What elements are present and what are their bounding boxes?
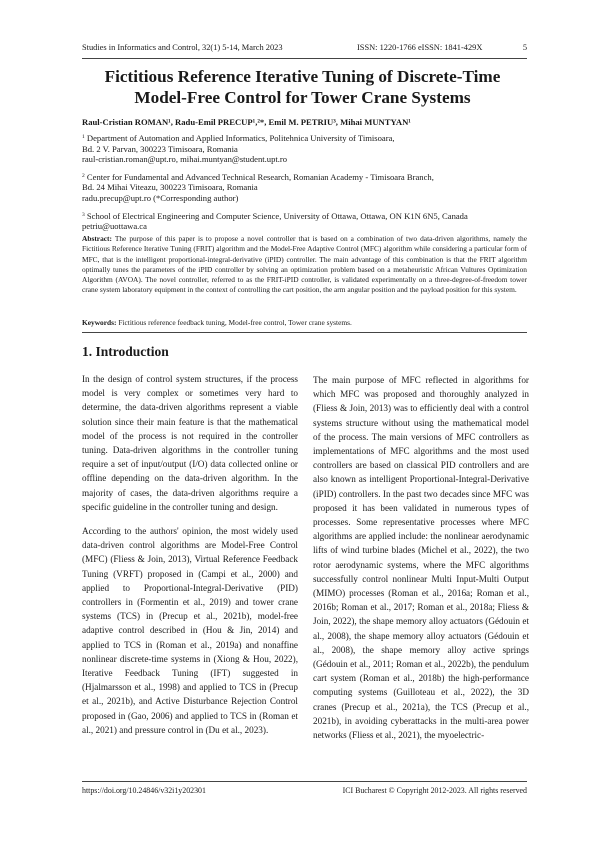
affiliation-line: Bd. 24 Mihai Viteazu, 300223 Timisoara, Romania (82, 182, 258, 193)
section-heading: 1. Introduction (82, 344, 169, 359)
title-line: Model-Free Control for Tower Crane Systems (134, 88, 471, 107)
affiliation-number: 3 (82, 211, 85, 218)
body-paragraph: According to the authors' opinion, the most widely used data-driven control algorithms are Model-Free Control (MFC) (Fliess & Join, 2013), Virtual Reference Feedback Tuning (VRFT) proposed in (Campi et al., 2000) and applied to Proportional-Integral-Derivative (PID) controllers in (Formentin et al., 2019) and tower crane systems (TCS) in (Precup et al., 2021b), model-free adaptive control described in (Hou & Jin, 2014) and applied to TCS in (Roman et al., 2019a) and nonaffine nonlinear discrete-time systems in (Xiong & Hou, 2022), Iterative Feedback Tuning (IFT) suggested in (Hjalmarsson et al., 1998) and applied to TCS in (Precup et al., 2021b), and Active Disturbance Rejection Control proposed in (Gao, 2006) and applied to TCS in (Roman et al., 2021) and pressure control in (Du et al., 2023). (82, 526, 298, 735)
affiliation-2 (82, 171, 527, 204)
title-line: Fictitious Reference Iterative Tuning of Discrete-Time (104, 67, 501, 86)
affiliations (82, 132, 527, 238)
header-rule (82, 58, 527, 59)
affiliation-3 (82, 210, 527, 232)
affiliation-line: Bd. 2 V. Parvan, 300223 Timisoara, Romania (82, 143, 238, 154)
affiliation-number: 2 (82, 172, 85, 179)
affiliation-line: School of Electrical Engineering and Computer Science, University of Ottawa, Ottawa, ON K1N 6N5, Canada (86, 210, 468, 221)
affiliation-email: raul-cristian.roman@upt.ro, mihai.muntyan@student.upt.ro (82, 154, 288, 165)
abstract-text: The purpose of this paper is to propose a novel controller that is based on a combination of two data-driven algorithms, namely the Fictitious Reference Iterative Tuning (FRIT) algorithm and the Model-Free Adaptive Control (MFC) algorithm while considering a particular form of MFC, that is the intelligent proportional-integral-derivative (iPID) controller. The main advantage of this combination is that the FRIT algorithm optimally tunes the parameters of the iPID controller by solving an optimization problem based on a metaheuristic African Vultures Optimization Algorithm (AVOA). The novel controller, referred to as the FRIT-iPID controller, is validated experimentally on a three-degree-of-freedom tower crane system laboratory equipment in the context of controlling the cart position, the arm angular position and the payload position for this system. (82, 234, 527, 295)
keywords (82, 318, 527, 327)
left-column (82, 372, 298, 747)
affiliation-1 (82, 132, 527, 165)
page-footer (82, 786, 527, 798)
abstract-label: Abstract: (82, 234, 112, 243)
body-paragraph: In the design of control system structures, if the process model is very complex or sometimes very hard to determine, the data-driven algorithms represent a viable solution since their main feature is that the mathematical model of the process is not required in the controller tuning. Data-driven algorithms in the controller tuning require a set of input/output (I/O) data collected online or offline depending on the data-driven algorithm. In the majority of cases, the data-driven algorithms require a specific guideline in the controller tuning and design. (82, 374, 298, 512)
abstract (82, 234, 527, 296)
right-column (313, 373, 529, 752)
keywords-label: Keywords: (82, 318, 117, 327)
footer-rule (82, 781, 527, 782)
journal-citation: Studies in Informatics and Control, 32(1) 5-14, March 2023 (82, 43, 283, 52)
keywords-text: Fictitious reference feedback tuning, Model-free control, Tower crane systems. (118, 318, 352, 327)
affiliation-number: 1 (82, 134, 85, 140)
doi-link[interactable]: https://doi.org/10.24846/v32i1y202301 (82, 786, 206, 795)
abstract-rule (82, 332, 527, 333)
author-list: Raul-Cristian ROMAN¹, Radu-Emil PRECUP¹,²*, Emil M. PETRIU³, Mihai MUNTYAN¹ (82, 117, 411, 127)
paper-title (70, 66, 535, 108)
issn: ISSN: 1220-1766 eISSN: 1841-429X (357, 43, 483, 52)
copyright-notice: ICI Bucharest © Copyright 2012-2023. All rights reserved (342, 786, 527, 795)
body-paragraph: The main purpose of MFC reflected in algorithms for which MFC was proposed and thoroughly analyzed in (Fliess & Join, 2013) was to efficiently deal with a control systems structure without using the mathematical model of the process. The main versions of MFC controllers as implementations of MFC algorithms and the most used controllers are based on classical PID controllers and are also known as intelligent Proportional-Integral-Derivative (iPID) controllers. In the past two decades since MFC was proposed it has been validated in numerous types of processes. Some representative processes where MFC algorithms are applied include: the nonlinear aerodynamic lifts of wind turbine blades (Michel et al., 2022), the two rotor aerodynamic systems, where the MFC algorithms successfully control nonlinear Multi Input-Multi Output (MIMO) processes (Roman et al., 2016a; Roman et al., 2016b; Roman et al., 2017; Roman et al., 2018a; Fliess & Join, 2022), the shape memory alloy actuators (Gédouin et al., 2008), the shape memory alloy actuators (Gédouin et al., 2008), the shape memory alloy active springs (Gédouin et al., 2011; Roman et al., 2022b), the pendulum cart system (Roman et al., 2018b) the high-performance computing systems (Guilloteau et al., 2022), the 3D cranes (Precup et al., 2021a), the TCS (Precup et al., 2021b), in avoiding cyberattacks in the multi-area power networks (Fliess et al., 2021), the myoelectric- (313, 375, 529, 741)
page-number: 5 (522, 43, 527, 52)
affiliation-email: radu.precup@upt.ro (*Corresponding author) (82, 192, 239, 203)
running-header (82, 43, 527, 55)
affiliation-email: petriu@uottawa.ca (82, 221, 147, 232)
affiliation-line: Center for Fundamental and Advanced Technical Research, Romanian Academy - Timisoara Branch, (86, 171, 434, 182)
affiliation-line: Department of Automation and Applied Informatics, Politehnica University of Timisoara, (86, 133, 395, 143)
